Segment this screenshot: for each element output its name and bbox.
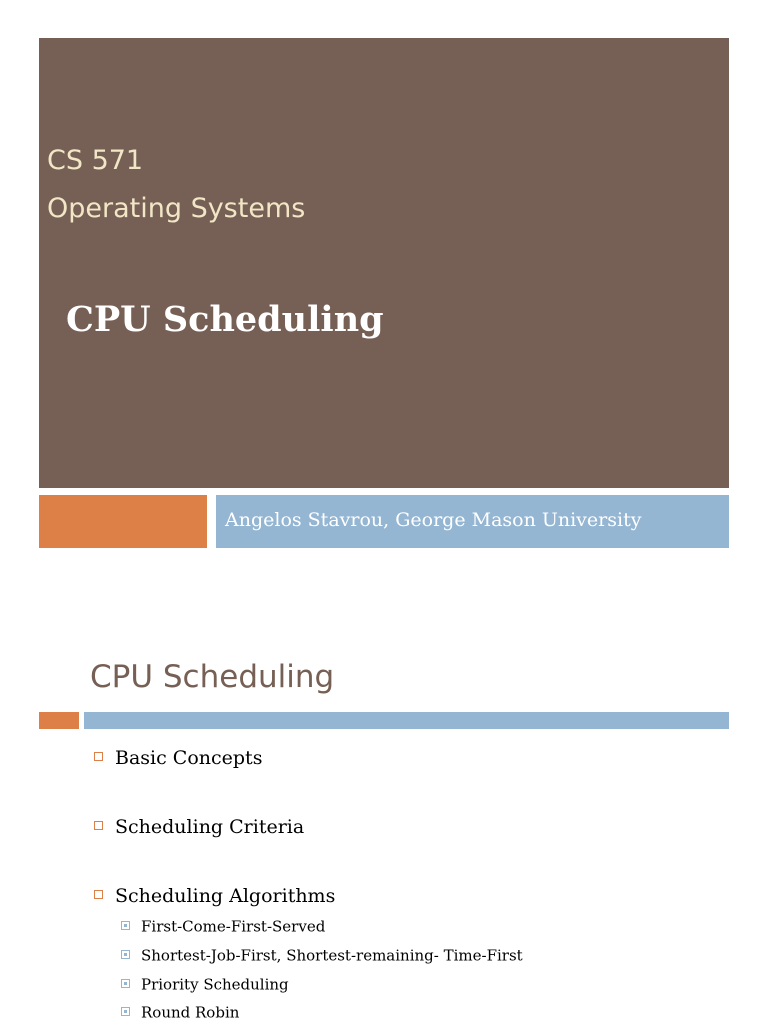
filled-square-icon <box>121 979 130 988</box>
filled-square-icon <box>121 950 130 959</box>
bullet-basic-concepts <box>94 747 262 769</box>
hollow-square-icon <box>94 890 103 899</box>
author-bar <box>216 495 729 548</box>
bullet-label: Scheduling Criteria <box>115 816 305 838</box>
course-name: Operating Systems <box>47 193 306 224</box>
bullet-label: Basic Concepts <box>115 747 263 769</box>
sub-bullet-label: Shortest-Job-First, Shortest-remaining- Time-First <box>141 946 523 965</box>
sub-bullet-fcfs <box>121 917 325 935</box>
hollow-square-icon <box>94 821 103 830</box>
filled-square-icon <box>121 921 130 930</box>
content-accent-orange-bar <box>39 712 79 729</box>
content-slide-heading: CPU Scheduling <box>90 659 335 695</box>
sub-bullet-label: First-Come-First-Served <box>141 917 326 936</box>
sub-bullet-round-robin <box>121 1003 239 1021</box>
sub-bullet-sjf <box>121 946 523 964</box>
author-text: Angelos Stavrou, George Mason University <box>225 509 642 531</box>
course-code: CS 571 <box>47 145 144 176</box>
title-slide-heading: CPU Scheduling <box>66 299 384 340</box>
sub-bullet-priority <box>121 975 289 993</box>
filled-square-icon <box>121 1007 130 1016</box>
bullet-scheduling-algorithms <box>94 885 335 907</box>
bullet-label: Scheduling Algorithms <box>115 885 336 907</box>
bullet-scheduling-criteria <box>94 816 304 838</box>
title-slide-panel <box>39 38 729 488</box>
title-accent-orange-bar <box>39 495 207 548</box>
content-accent-blue-bar <box>84 712 729 729</box>
sub-bullet-label: Priority Scheduling <box>141 975 289 994</box>
hollow-square-icon <box>94 752 103 761</box>
sub-bullet-label: Round Robin <box>141 1003 240 1022</box>
